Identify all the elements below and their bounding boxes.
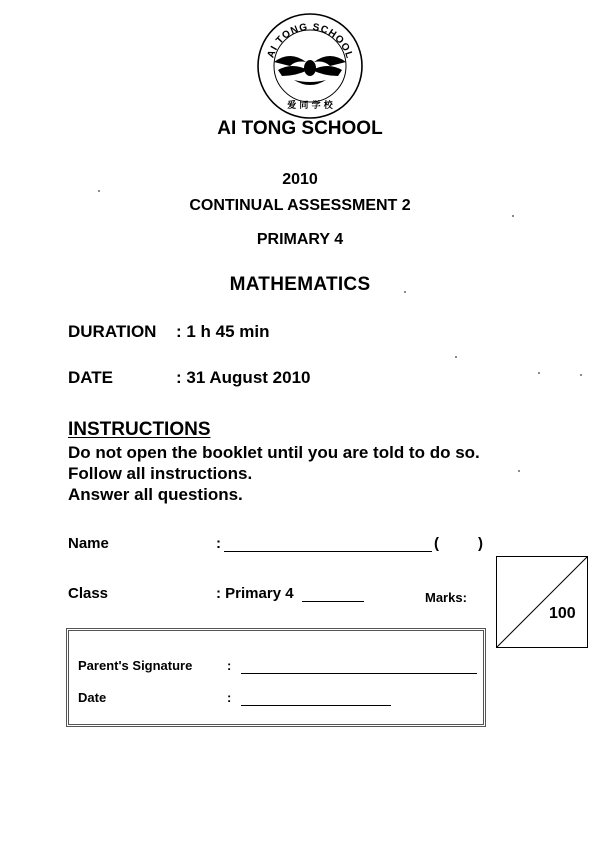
subject-title: MATHEMATICS — [229, 274, 371, 295]
marks-divider-icon — [497, 557, 587, 647]
wings-icon — [274, 56, 346, 85]
index-paren-open: ( — [434, 535, 439, 552]
exam-year: 2010 — [282, 171, 318, 188]
marks-box[interactable] — [496, 556, 588, 648]
signature-date-input-line[interactable] — [241, 705, 391, 706]
scan-speck — [538, 372, 540, 374]
name-colon: : — [216, 535, 221, 552]
scan-speck — [455, 356, 457, 358]
name-label: Name — [68, 535, 109, 552]
scan-speck — [98, 190, 100, 192]
class-input-line[interactable] — [302, 601, 364, 602]
instruction-line: Follow all instructions. — [68, 464, 253, 483]
instructions-title: INSTRUCTIONS — [68, 419, 211, 440]
class-label: Class — [68, 585, 109, 602]
scan-speck — [512, 215, 514, 217]
date-value: : 31 August 2010 — [176, 368, 311, 387]
instruction-line: Answer all questions. — [68, 485, 243, 504]
scan-speck — [404, 291, 406, 293]
signature-input-line[interactable] — [241, 673, 477, 674]
signature-label: Parent's Signature — [78, 658, 193, 673]
school-crest-icon — [256, 10, 364, 120]
logo-ring-text: AI TONG SCHOOL — [265, 21, 355, 61]
school-logo — [256, 10, 364, 120]
grade-level: PRIMARY 4 — [256, 231, 344, 248]
name-input-line[interactable] — [224, 551, 432, 552]
scan-speck — [580, 374, 582, 376]
school-name: AI TONG SCHOOL — [217, 118, 383, 139]
signature-colon: : — [227, 658, 232, 673]
duration-value: : 1 h 45 min — [176, 322, 270, 341]
signature-date-label: Date — [78, 690, 107, 705]
index-paren-close: ) — [478, 535, 483, 552]
instruction-line: Do not open the booklet until you are told to do so. — [68, 443, 480, 462]
class-value: : Primary 4 — [216, 585, 294, 602]
logo-chinese-text: 爱 同 学 校 — [287, 101, 333, 111]
marks-label: Marks: — [425, 590, 467, 605]
svg-text:AI TONG SCHOOL — [265, 22, 354, 61]
marks-total: 100 — [549, 605, 576, 622]
scan-speck — [518, 470, 520, 472]
assessment-title: CONTINUAL ASSESSMENT 2 — [189, 197, 411, 214]
date-label: DATE — [68, 368, 114, 387]
parent-signature-box — [66, 628, 486, 727]
duration-label: DURATION — [68, 322, 157, 341]
signature-date-colon: : — [227, 690, 232, 705]
